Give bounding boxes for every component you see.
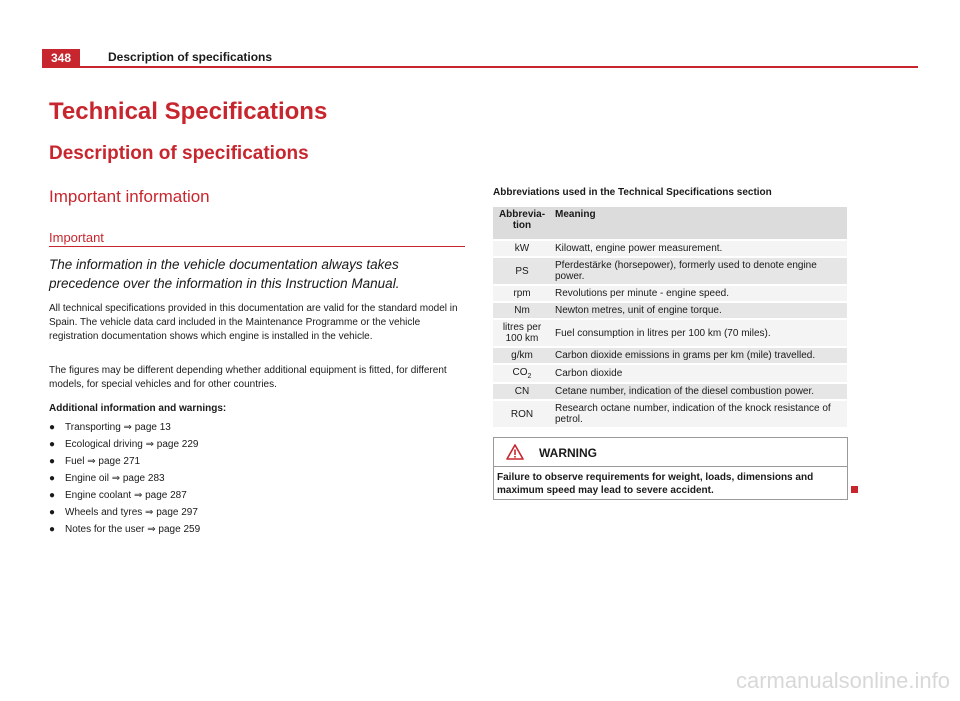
column-header-abbreviation: Abbrevia-tion (493, 207, 551, 239)
list-item-text: Transporting ⇒ page 13 (65, 422, 171, 433)
abbreviation-cell: PS (493, 258, 551, 284)
abbreviation-cell: litres per 100 km (493, 320, 551, 346)
list-item[interactable] (49, 453, 200, 470)
section-title: Description of specifications (49, 143, 309, 164)
meaning-cell: Cetane number, indication of the diesel combustion power. (551, 384, 847, 399)
list-item-text: Engine coolant ⇒ page 287 (65, 490, 187, 501)
list-item-text: Notes for the user ⇒ page 259 (65, 524, 201, 535)
end-of-section-marker (851, 486, 858, 493)
meaning-cell: Carbon dioxide (551, 365, 847, 382)
warning-title: WARNING (539, 446, 597, 460)
table-header-row (493, 207, 847, 239)
bullet-icon: ● (49, 473, 56, 484)
warning-box (493, 437, 848, 500)
bullet-icon: ● (49, 456, 56, 467)
column-header-meaning: Meaning (551, 207, 847, 239)
abbreviation-cell: RON (493, 401, 551, 427)
important-rule (49, 246, 465, 247)
abbreviation-cell: CN (493, 384, 551, 399)
abbreviations-table (493, 205, 847, 429)
subsection-title: Important information (49, 187, 210, 206)
table-row (493, 384, 847, 399)
bullet-icon: ● (49, 439, 56, 450)
meaning-cell: Revolutions per minute - engine speed. (551, 286, 847, 301)
page-number: 348 (42, 49, 80, 68)
bullet-icon: ● (49, 490, 56, 501)
meaning-cell: Kilowatt, engine power measurement. (551, 241, 847, 256)
table-row (493, 348, 847, 363)
meaning-cell: Carbon dioxide emissions in grams per km (mile) travelled. (551, 348, 847, 363)
lead-paragraph: The information in the vehicle documentation always takes precedence over the information in this Instruction Manual. (49, 257, 400, 291)
paragraph-figures: The figures may be different depending whether additional equipment is fitted, for different models, for special vehicles and for other countries. (49, 365, 447, 390)
list-item-text: Engine oil ⇒ page 283 (65, 473, 165, 484)
table-row (493, 241, 847, 256)
bullet-icon: ● (49, 507, 56, 518)
table-row (493, 303, 847, 318)
abbreviation-cell: g/km (493, 348, 551, 363)
list-item-text: Wheels and tyres ⇒ page 297 (65, 507, 198, 518)
paragraph-validity: All technical specifications provided in this documentation are valid for the standard model in Spain. The vehicle data card included in the Maintenance Programme or the vehicle registration documentation shows which engine is installed in the vehicle. (49, 303, 458, 342)
warning-triangle-icon (506, 444, 524, 460)
subscript-text: 2 (527, 373, 532, 380)
header-rule (80, 66, 918, 68)
list-item[interactable] (49, 419, 200, 436)
list-item[interactable] (49, 436, 200, 453)
cross-reference-list (49, 419, 200, 538)
table-row (493, 286, 847, 301)
list-item-text: Fuel ⇒ page 271 (65, 456, 141, 467)
abbreviation-cell: rpm (493, 286, 551, 301)
warning-text: Failure to observe requirements for weight, loads, dimensions and maximum speed may lead to severe accident. (497, 472, 814, 496)
abbreviation-cell: kW (493, 241, 551, 256)
warning-header (494, 438, 847, 467)
meaning-cell: Fuel consumption in litres per 100 km (70 miles). (551, 320, 847, 346)
table-row (493, 320, 847, 346)
important-heading: Important (49, 230, 104, 245)
meaning-cell: Pferdestärke (horsepower), formerly used to denote engine power. (551, 258, 847, 284)
meaning-cell: Newton metres, unit of engine torque. (551, 303, 847, 318)
abbreviation-cell (493, 365, 551, 382)
bullet-icon: ● (49, 524, 56, 535)
list-item-text: Ecological driving ⇒ page 229 (65, 439, 199, 450)
bullet-icon: ● (49, 422, 56, 433)
abbreviation-text: CO (512, 367, 528, 378)
meaning-cell: Research octane number, indication of the knock resistance of petrol. (551, 401, 847, 427)
paragraph-additional-info: Additional information and warnings: (49, 403, 227, 414)
running-title: Description of specifications (108, 50, 273, 64)
list-item[interactable] (49, 521, 200, 538)
list-item[interactable] (49, 504, 200, 521)
table-row (493, 258, 847, 284)
abbreviation-cell: Nm (493, 303, 551, 318)
list-item[interactable] (49, 487, 200, 504)
chapter-title: Technical Specifications (49, 98, 328, 125)
table-title: Abbreviations used in the Technical Specifications section (493, 187, 772, 198)
list-item[interactable] (49, 470, 200, 487)
table-row (493, 401, 847, 427)
table-row (493, 365, 847, 382)
watermark: carmanualsonline.info (735, 668, 950, 693)
